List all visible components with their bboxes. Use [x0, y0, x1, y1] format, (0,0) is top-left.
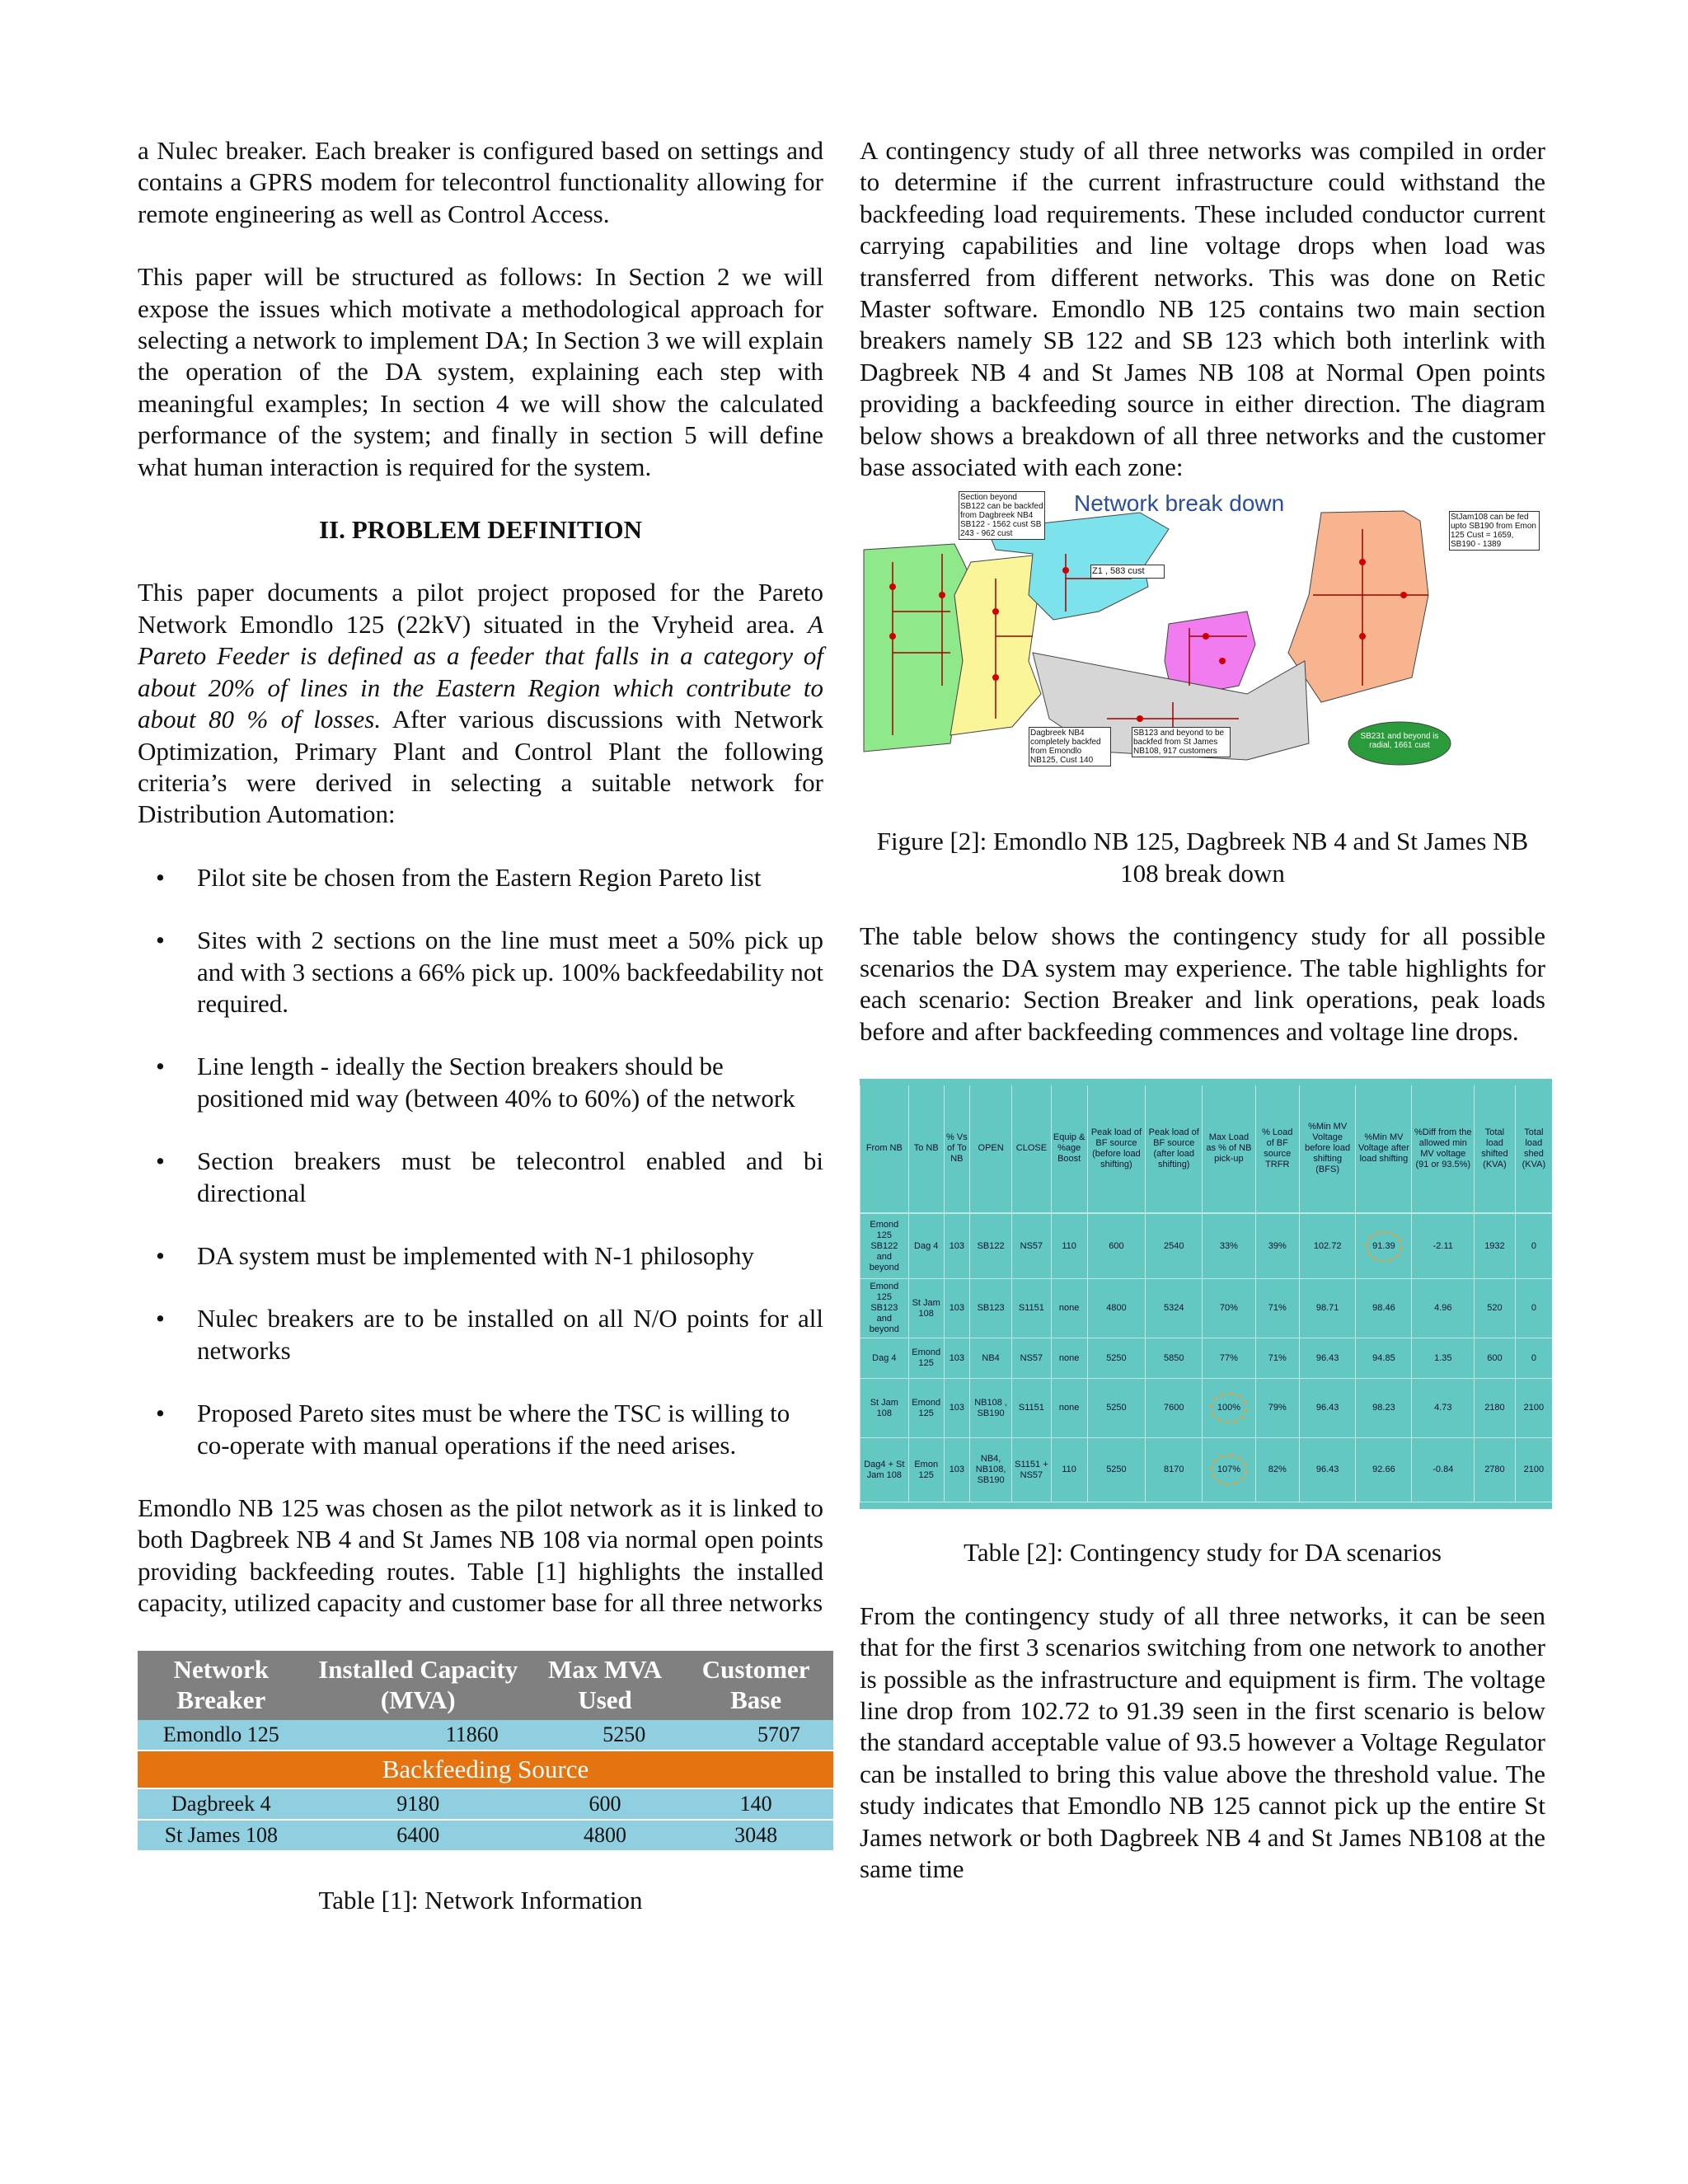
- table-cell: Emondlo 125: [138, 1720, 305, 1750]
- table-header: Max MVA Used: [532, 1651, 678, 1720]
- table-cell: S1151 + NS57: [1012, 1438, 1051, 1502]
- table-cell: 103: [944, 1279, 969, 1338]
- list-item-text: Section breakers must be telecontrol enabled and bi directional: [197, 1146, 823, 1207]
- section-title: PROBLEM DEFINITION: [351, 515, 643, 545]
- table-cell: none: [1051, 1338, 1087, 1379]
- table-cell: SB122: [969, 1213, 1011, 1279]
- section-heading: [138, 514, 823, 546]
- table-header: Equip & %age Boost: [1051, 1085, 1087, 1213]
- table-cell: 7600: [1146, 1379, 1203, 1438]
- contingency-table: [860, 1085, 1552, 1503]
- table-header: From NB: [860, 1085, 909, 1213]
- backfeeding-source-label: Backfeeding Source: [138, 1750, 833, 1788]
- table-cell: S1151: [1012, 1379, 1051, 1438]
- table-cell: 8170: [1146, 1438, 1203, 1502]
- table-cell: SB123: [969, 1279, 1011, 1338]
- callout-bottom-right: SB231 and beyond is radial, 1661 cust: [1348, 722, 1451, 765]
- table-header-row: [860, 1085, 1553, 1213]
- table-cell: 140: [678, 1788, 833, 1820]
- table-cell: NB4: [969, 1338, 1011, 1379]
- table-header: Total load shifted (KVA): [1475, 1085, 1516, 1213]
- pareto-definition: A Pareto Feeder is defined as a feeder that falls in a category of about 20% of lines in the Eastern Region which contribute to about 80 % of losses.: [138, 609, 823, 734]
- paragraph-conclusion: From the contingency study of all three networks, it can be seen that for the first 3 scenarios switching from one network to another is possible as the infrastructure and equipment is firm. The voltage line drop from 102.72 to 91.39 seen in the first scenario is below the standard acceptable value of 93.5 however a Voltage Regulator can be installed to bring this value above the threshold value. The study indicates that Emondlo NB 125 cannot pick up the entire St James network or both Dagbreek NB 4 and St James NB108 at the same time: [860, 1601, 1545, 1884]
- table-cell: Emond 125 SB123 and beyond: [860, 1279, 909, 1338]
- table-cell: NS57: [1012, 1338, 1051, 1379]
- table-cell: 92.66: [1356, 1438, 1412, 1502]
- table-cell: 103: [944, 1213, 969, 1279]
- paragraph-table-intro: The table below shows the contingency study for all possible scenarios the DA system may experience. The table highlights for each scenario: Section Breaker and link operations, peak loads before and after backfeeding commences and voltage line drops.: [860, 921, 1545, 1046]
- table-cell: 520: [1475, 1279, 1516, 1338]
- paragraph-intro-continued: a Nulec breaker. Each breaker is configured based on settings and contains a GPRS modem for telecontrol functionality allowing for remote engineering as well as Control Access.: [138, 136, 823, 228]
- table-cell: Emond 125: [908, 1338, 944, 1379]
- table-cell: 5250: [532, 1720, 678, 1750]
- left-column: [138, 135, 823, 1942]
- table-cell: 1.35: [1412, 1338, 1475, 1379]
- table-cell: -0.84: [1412, 1438, 1475, 1502]
- table-cell: St Jam 108: [860, 1379, 909, 1438]
- table-cell-highlighted: [1356, 1213, 1412, 1279]
- table-cell: 5250: [1087, 1338, 1145, 1379]
- table-cell: 39%: [1255, 1213, 1299, 1279]
- network-breakdown-figure: [860, 488, 1545, 785]
- table-cell: Dag 4: [860, 1338, 909, 1379]
- bullet-icon: •: [156, 926, 165, 955]
- table-cell: Dag4 + St Jam 108: [860, 1438, 909, 1502]
- list-item-text: Line length - ideally the Section breakers should be positioned mid way (between 40% to 60%) of the network: [197, 1052, 795, 1113]
- list-item-text: Sites with 2 sections on the line must meet a 50% pick up and with 3 sections a 66% pick up. 100% backfeedability not required.: [197, 926, 823, 1018]
- table-cell: 0: [1515, 1338, 1552, 1379]
- table-cell: 2780: [1475, 1438, 1516, 1502]
- stjames-zone: [1288, 511, 1428, 702]
- list-item: [138, 862, 823, 893]
- network-diagram: [860, 488, 1545, 785]
- pareto-text-c: After various discussions with Network Optimization, Primary Plant and Control Plant the following criteria’s were derived in selecting a suitable network for Distribution Automation:: [138, 705, 823, 829]
- table-cell: 600: [532, 1788, 678, 1820]
- list-item: [138, 1398, 823, 1461]
- table-cell: St Jam 108: [908, 1279, 944, 1338]
- table-cell: 5707: [678, 1720, 833, 1750]
- callout-top-right: StJam108 can be fed upto SB190 from Emon 125 Cust = 1659, SB190 - 1389: [1449, 511, 1540, 560]
- table-cell: 70%: [1203, 1279, 1255, 1338]
- table-cell: 600: [1475, 1338, 1516, 1379]
- table-cell: 82%: [1255, 1438, 1299, 1502]
- network-info-table: [138, 1651, 833, 1852]
- table-header: Total load shed (KVA): [1515, 1085, 1552, 1213]
- table-cell: 2100: [1515, 1438, 1552, 1502]
- contingency-table-wrapper: [860, 1079, 1552, 1510]
- table-row: [138, 1820, 833, 1851]
- table-header: %Min MV Voltage before load shifting (BFS): [1299, 1085, 1355, 1213]
- callout-bottom-left: Dagbreek NB4 completely backfed from Emondlo NB125, Cust 140: [1029, 727, 1111, 785]
- table-cell: 6400: [305, 1820, 532, 1851]
- table-cell: 5850: [1146, 1338, 1203, 1379]
- table-cell-highlighted: [1203, 1379, 1255, 1438]
- table-cell: St James 108: [138, 1820, 305, 1851]
- figure-caption: Figure [2]: Emondlo NB 125, Dagbreek NB 4 and St James NB 108 break down: [876, 827, 1529, 888]
- list-item-text: Pilot site be chosen from the Eastern Region Pareto list: [197, 862, 762, 892]
- table-cell: 77%: [1203, 1338, 1255, 1379]
- paragraph-pareto: [138, 577, 823, 830]
- table-cell: 0: [1515, 1279, 1552, 1338]
- table-cell: 96.43: [1299, 1379, 1355, 1438]
- callout-z1: Z1 , 583 cust: [1090, 565, 1165, 581]
- table-band-row: [138, 1750, 833, 1788]
- table-cell: 2100: [1515, 1379, 1552, 1438]
- criteria-list: [138, 862, 823, 1461]
- table-cell: 71%: [1255, 1338, 1299, 1379]
- table-cell: 94.85: [1356, 1338, 1412, 1379]
- bullet-icon: •: [156, 862, 165, 892]
- table-header: Peak load of BF source (before load shifting): [1087, 1085, 1145, 1213]
- table-cell: 0: [1515, 1213, 1552, 1279]
- highlight-circle: 100%: [1211, 1393, 1247, 1423]
- table-cell: 1932: [1475, 1213, 1516, 1279]
- bullet-icon: •: [156, 1240, 165, 1270]
- table-header: Peak load of BF source (after load shifting): [1146, 1085, 1203, 1213]
- bullet-icon: •: [156, 1052, 165, 1081]
- table-cell: NB108 , SB190: [969, 1379, 1011, 1438]
- table-header: To NB: [908, 1085, 944, 1213]
- table-row: [860, 1438, 1553, 1502]
- table-cell: 600: [1087, 1213, 1145, 1279]
- table-row: [860, 1213, 1553, 1279]
- table-cell: 103: [944, 1438, 969, 1502]
- table-cell: NB4, NB108, SB190: [969, 1438, 1011, 1502]
- table-header: CLOSE: [1012, 1085, 1051, 1213]
- table-row: [860, 1338, 1553, 1379]
- table-header: Customer Base: [678, 1651, 833, 1720]
- table-cell: 2540: [1146, 1213, 1203, 1279]
- table-row: [860, 1379, 1553, 1438]
- table-cell: 103: [944, 1379, 969, 1438]
- callout-bottom-middle: SB123 and beyond to be backfed from St James NB108, 917 customers: [1132, 727, 1231, 776]
- table1-caption: Table [1]: Network Information: [318, 1885, 643, 1915]
- table-cell: Dagbreek 4: [138, 1788, 305, 1820]
- bullet-icon: •: [156, 1304, 165, 1333]
- table-cell: 4.96: [1412, 1279, 1475, 1338]
- bullet-icon: •: [156, 1399, 165, 1428]
- table-cell: 98.23: [1356, 1379, 1412, 1438]
- table-cell: Dag 4: [908, 1213, 944, 1279]
- table-cell: 102.72: [1299, 1213, 1355, 1279]
- table-cell: 4800: [532, 1820, 678, 1851]
- table-cell: 33%: [1203, 1213, 1255, 1279]
- table-cell: 5250: [1087, 1379, 1145, 1438]
- table-cell: 11860: [305, 1720, 532, 1750]
- table-cell: 96.43: [1299, 1338, 1355, 1379]
- table-cell: 96.43: [1299, 1438, 1355, 1502]
- table-cell: none: [1051, 1379, 1087, 1438]
- table-cell: 9180: [305, 1788, 532, 1820]
- highlight-circle: 91.39: [1366, 1231, 1402, 1262]
- list-item: [138, 1051, 823, 1114]
- table-cell: 110: [1051, 1213, 1087, 1279]
- list-item-text: DA system must be implemented with N-1 philosophy: [197, 1240, 754, 1270]
- table-header: % Vs of To NB: [944, 1085, 969, 1213]
- table-cell: Emon 125: [908, 1438, 944, 1502]
- table-header: %Diff from the allowed min MV voltage (91 or 93.5%): [1412, 1085, 1475, 1213]
- table-header: Installed Capacity (MVA): [305, 1651, 532, 1720]
- table-cell: 110: [1051, 1438, 1087, 1502]
- table-cell: 5250: [1087, 1438, 1145, 1502]
- table-cell: 71%: [1255, 1279, 1299, 1338]
- paragraph-pilot: Emondlo NB 125 was chosen as the pilot network as it is linked to both Dagbreek NB 4 and St James NB 108 via normal open points providing backfeeding routes. Table [1] highlights the installed capacity, utilized capacity and customer base for all three networks: [138, 1493, 823, 1618]
- table-cell: S1151: [1012, 1279, 1051, 1338]
- paragraph-contingency: A contingency study of all three networks was compiled in order to determine if the current infrastructure could withstand the backfeeding load requirements. These included conductor current carrying capabilities and line voltage drops when load was transferred from different networks. This was done on Retic Master software. Emondlo NB 125 contains two main section breakers namely SB 122 and SB 123 which both interlink with Dagbreek NB 4 and St James NB 108 at Normal Open points providing a backfeeding source in either direction. The diagram below shows a breakdown of all three networks and the customer base associated with each zone:: [860, 136, 1545, 482]
- list-item: [138, 1303, 823, 1366]
- table-cell: 4.73: [1412, 1379, 1475, 1438]
- list-item-text: Proposed Pareto sites must be where the TSC is willing to co-operate with manual operations if the need arises.: [197, 1399, 790, 1460]
- table-cell: Emond 125: [908, 1379, 944, 1438]
- list-item: [138, 1240, 823, 1272]
- table-cell: none: [1051, 1279, 1087, 1338]
- table-cell: 79%: [1255, 1379, 1299, 1438]
- table-header: % Load of BF source TRFR: [1255, 1085, 1299, 1213]
- table-header: Network Breaker: [138, 1651, 305, 1720]
- table-row: [138, 1720, 833, 1750]
- table-row: [860, 1279, 1553, 1338]
- pareto-text-a: This paper documents a pilot project proposed for the Pareto Network Emondlo 125 (22kV) situated in the Vryheid area.: [138, 578, 823, 639]
- table-cell: 98.46: [1356, 1279, 1412, 1338]
- table-cell: 4800: [1087, 1279, 1145, 1338]
- list-item-text: Nulec breakers are to be installed on all N/O points for all networks: [197, 1304, 823, 1365]
- table-cell: 2180: [1475, 1379, 1516, 1438]
- bullet-icon: •: [156, 1146, 165, 1176]
- table-cell: 98.71: [1299, 1279, 1355, 1338]
- callout-top-left: Section beyond SB122 can be backfed from Dagbreek NB4 SB122 - 1562 cust SB 243 - 962 cust: [959, 491, 1045, 549]
- table-header: %Min MV Voltage after load shifting: [1356, 1085, 1412, 1213]
- right-column: [860, 135, 1545, 1885]
- table-row: [138, 1788, 833, 1820]
- figure-title: Network break down: [1074, 490, 1285, 517]
- table-cell: 5324: [1146, 1279, 1203, 1338]
- list-item: [138, 1146, 823, 1209]
- table2-caption: Table [2]: Contingency study for DA scenarios: [964, 1538, 1442, 1568]
- table-cell: Emond 125 SB122 and beyond: [860, 1213, 909, 1279]
- section-number: II.: [318, 515, 345, 545]
- table-header: Max Load as % of NB pick-up: [1203, 1085, 1255, 1213]
- list-item: [138, 925, 823, 1019]
- table-cell: 103: [944, 1338, 969, 1379]
- table-cell: -2.11: [1412, 1213, 1475, 1279]
- table-cell: NS57: [1012, 1213, 1051, 1279]
- highlight-circle: 107%: [1211, 1455, 1247, 1485]
- paragraph-structure: This paper will be structured as follows: In Section 2 we will expose the issues which motivate a methodological approach for selecting a network to implement DA; In Section 3 we will explain the operation of the DA system, explaining each step with meaningful examples; In section 4 we will show the calculated performance of the system; and finally in section 5 will define what human interaction is required for the system.: [138, 262, 823, 481]
- table-cell-highlighted: [1203, 1438, 1255, 1502]
- table-header: OPEN: [969, 1085, 1011, 1213]
- table-cell: 3048: [678, 1820, 833, 1851]
